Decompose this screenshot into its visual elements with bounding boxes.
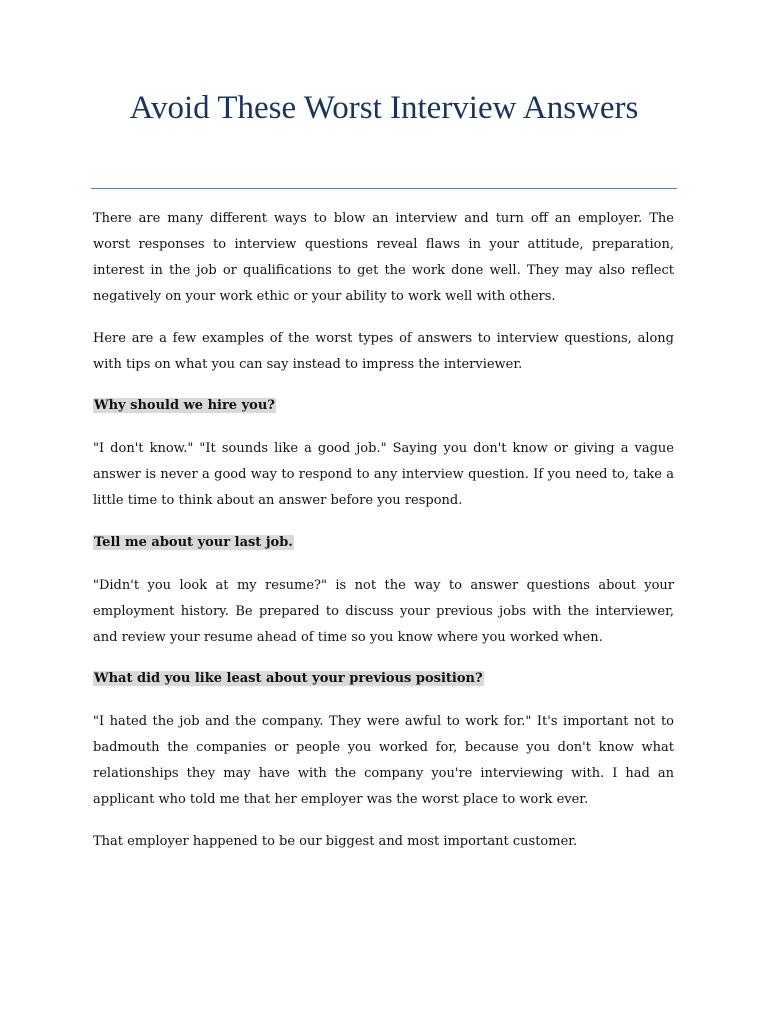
section-heading-hire-you: Why should we hire you? xyxy=(94,398,275,413)
title-divider xyxy=(91,188,677,189)
section-heading-liked-least: What did you like least about your previous position? xyxy=(94,671,483,686)
closing-paragraph: That employer happened to be our biggest and most important customer. xyxy=(93,834,578,849)
section-body-liked-least: "I hated the job and the company. They were awful to work for." It's important not to badmouth the companies or people you worked for, because you don't know what relationships they may have with the company you're interviewing with. I had an applicant who told me that her employer was the worst place to work ever. xyxy=(93,714,674,807)
intro-paragraph: There are many different ways to blow an interview and turn off an employer. The worst responses to interview questions reveal flaws in your attitude, preparation, interest in the job or qualifications to get the work done well. They may also reflect negatively on your work ethic or your ability to work well with others. xyxy=(93,211,674,304)
section-heading-last-job: Tell me about your last job. xyxy=(94,535,293,550)
section-body-hire-you: "I don't know." "It sounds like a good job." Saying you don't know or giving a vague answer is never a good way to respond to any interview question. If you need to, take a little time to think about an answer before you respond. xyxy=(93,441,674,508)
page-title: Avoid These Worst Interview Answers xyxy=(129,90,639,126)
examples-paragraph: Here are a few examples of the worst types of answers to interview questions, along with tips on what you can say instead to impress the interviewer. xyxy=(93,331,674,372)
section-body-last-job: "Didn't you look at my resume?" is not the way to answer questions about your employment history. Be prepared to discuss your previous jobs with the interviewer, and review your resume ahead of time so you know where you worked when. xyxy=(93,578,674,645)
